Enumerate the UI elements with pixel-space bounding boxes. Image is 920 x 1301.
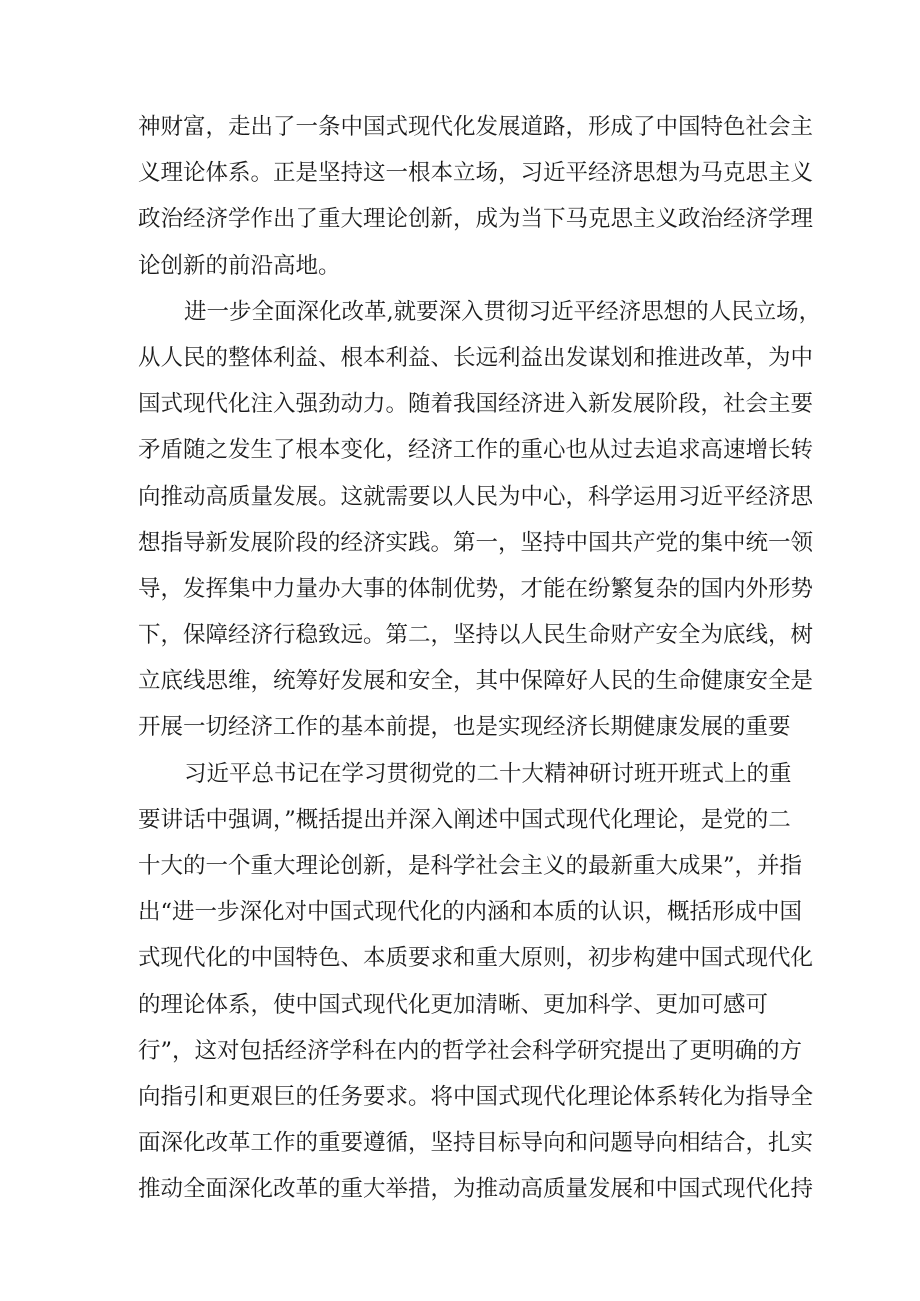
paragraph-3-line-8: 向指引和更艰巨的任务要求。将中国式现代化理论体系转化为指导全	[138, 1083, 814, 1110]
paragraph-2-line-1: 进一步全面深化改革,就要深入贯彻习近平经济思想的人民立场，	[184, 298, 822, 325]
paragraph-3-line-3: 十大的一个重大理论创新，是科学社会主义的最新重大成果”，并指	[138, 853, 803, 879]
paragraph-1-line-2: 义理论体系。正是坚持这一根本立场，习近平经济思想为马克思主义	[138, 160, 814, 187]
body-text	[138, 104, 822, 1213]
paragraph-3-line-2: 要讲话中强调，”概括提出并深入阐述中国式现代化理论，是党的二	[138, 806, 791, 833]
paragraph-1-line-3: 政治经济学作出了重大理论创新，成为当下马克思主义政治经济学理	[138, 206, 814, 233]
paragraph-3-line-1: 习近平总书记在学习贯彻党的二十大精神研讨班开班式上的重	[184, 760, 792, 787]
paragraph-3-line-9: 面深化改革工作的重要遵循，坚持目标导向和问题导向相结合，扎实	[138, 1130, 814, 1157]
paragraph-2-line-10: 开展一切经济工作的基本前提，也是实现经济长期健康发展的重要	[138, 714, 791, 741]
paragraph-2-line-6: 想指导新发展阶段的经济实践。第一，坚持中国共产党的集中统一领	[138, 529, 814, 556]
paragraph-2-line-5: 向推动高质量发展。这就需要以人民为中心，科学运用习近平经济思	[138, 483, 814, 510]
paragraph-2-line-4: 矛盾随之发生了根本变化，经济工作的重心也从过去追求高速增长转	[138, 437, 814, 464]
paragraph-3-line-5: 式现代化的中国特色、本质要求和重大原则，初步构建中国式现代化	[138, 945, 814, 972]
paragraph-1-line-4: 论创新的前沿高地。	[138, 252, 341, 279]
paragraph-1-line-1: 神财富，走出了一条中国式现代化发展道路，形成了中国特色社会主	[138, 114, 814, 140]
paragraph-2-line-7: 导，发挥集中力量办大事的体制优势，才能在纷繁复杂的国内外形势	[138, 575, 814, 602]
paragraph-2-line-9: 立底线思维，统筹好发展和安全，其中保障好人民的生命健康安全是	[138, 668, 814, 695]
paragraph-2-line-3: 国式现代化注入强劲动力。随着我国经济进入新发展阶段，社会主要	[138, 391, 814, 418]
paragraph-2-line-2: 从人民的整体利益、根本利益、长远利益出发谋划和推进改革，为中	[138, 344, 814, 371]
paragraph-2-line-8: 下，保障经济行稳致远。第二，坚持以人民生命财产安全为底线，树	[138, 622, 814, 649]
paragraph-3-line-7: 行”，这对包括经济学科在内的哲学社会科学研究提出了更明确的方	[138, 1037, 803, 1064]
paragraph-3-line-10: 推动全面深化改革的重大举措，为推动高质量发展和中国式现代化持	[138, 1176, 814, 1203]
paragraph-3-line-6: 的理论体系，使中国式现代化更加清晰、更加科学、更加可感可	[138, 991, 769, 1018]
paragraph-3-line-4: 出“进一步深化对中国式现代化的内涵和本质的认识，概括形成中国	[138, 899, 803, 926]
